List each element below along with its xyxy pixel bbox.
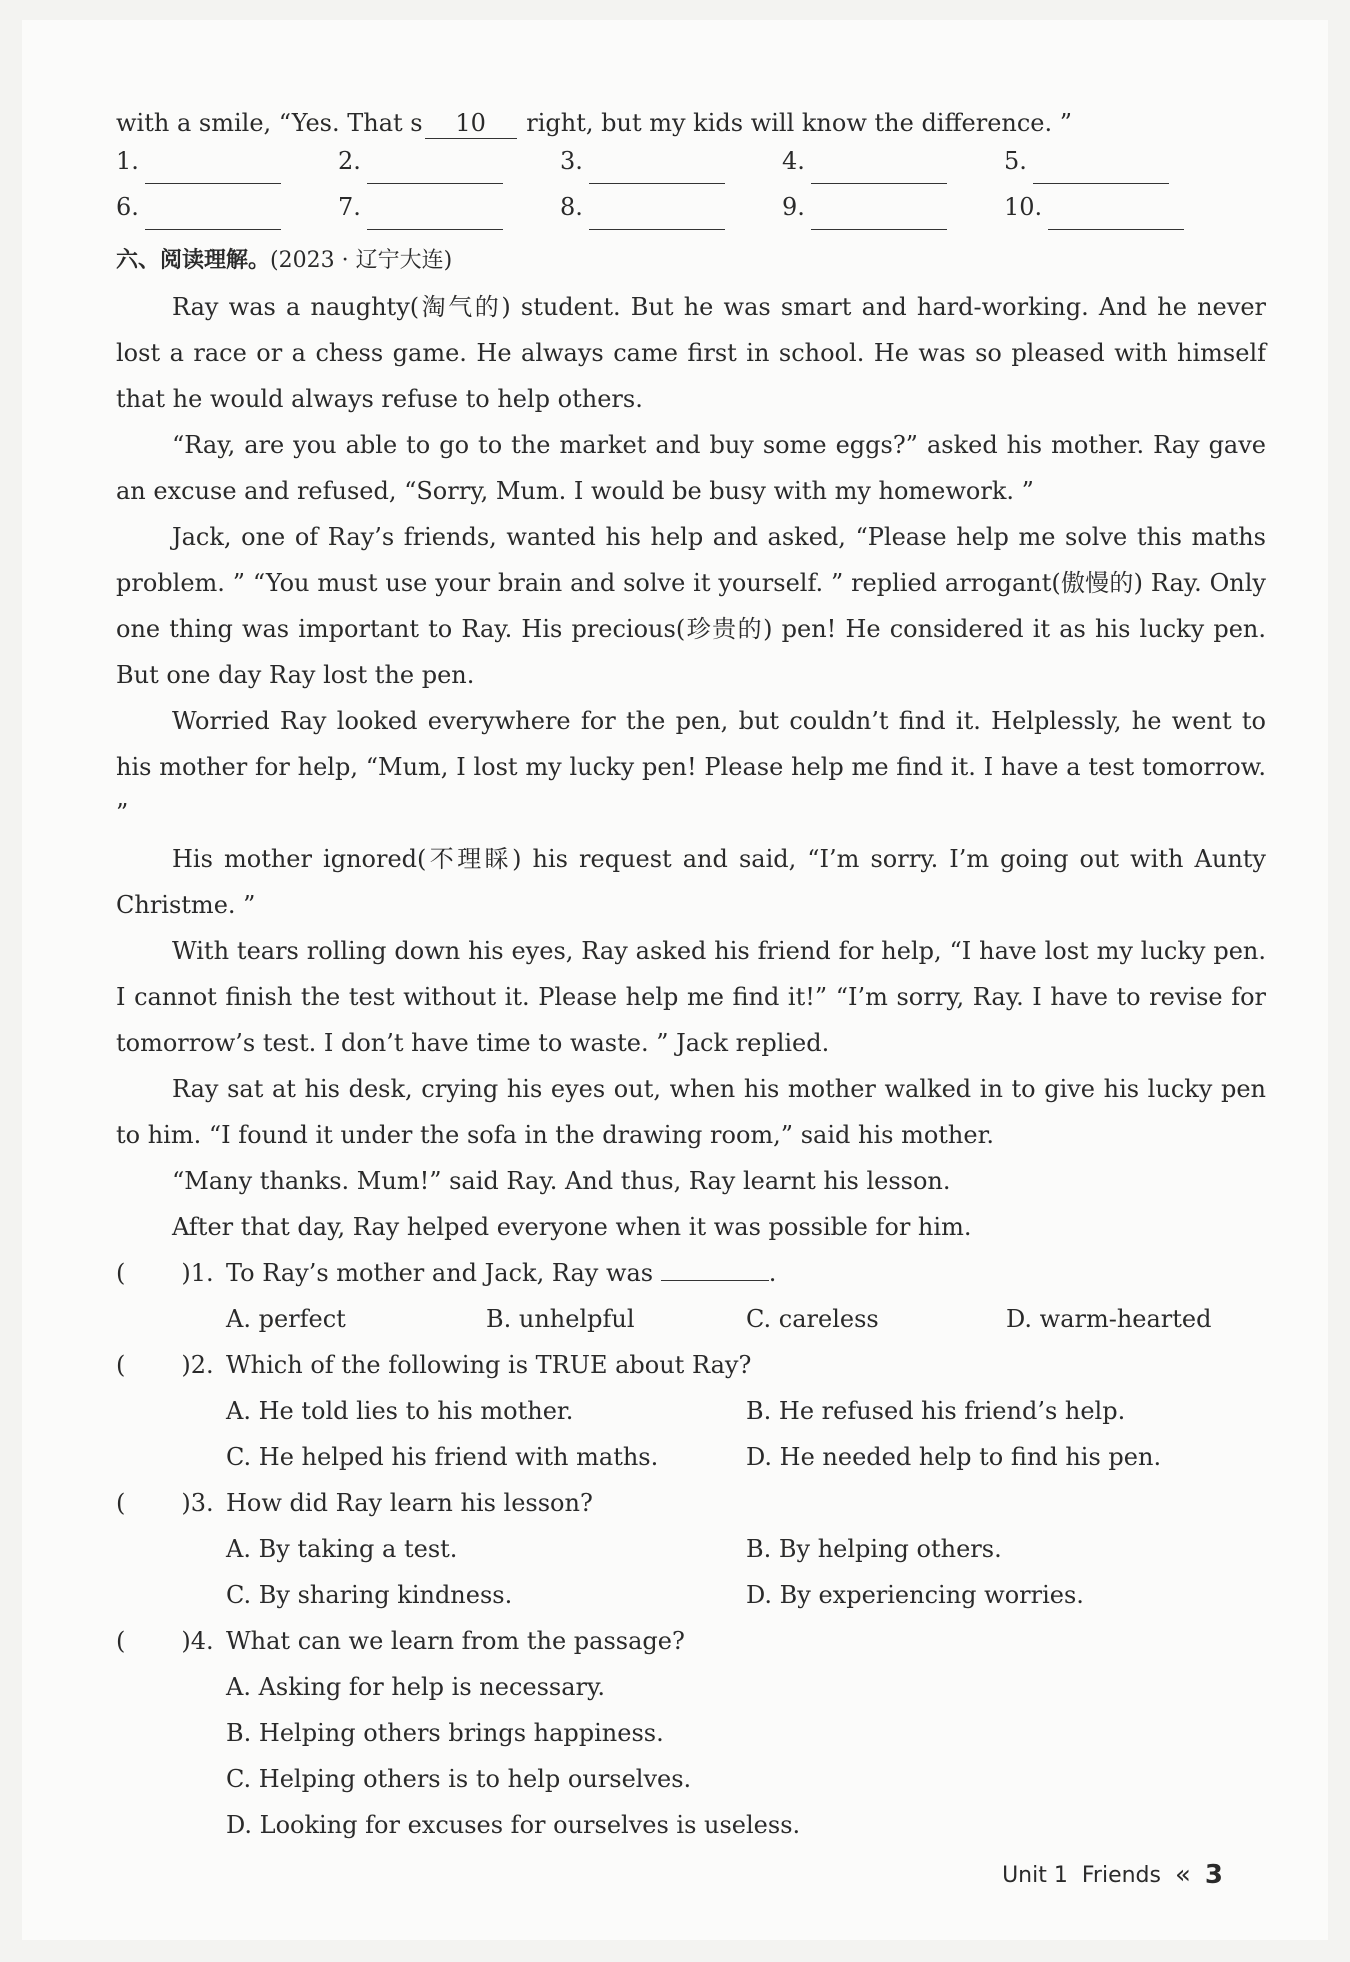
answer-blank[interactable] bbox=[589, 182, 725, 184]
answer-blank[interactable] bbox=[367, 228, 503, 230]
question-stem bbox=[116, 1480, 1266, 1526]
answer-paren[interactable]: ( )3. bbox=[116, 1489, 214, 1517]
passage-paragraph: His mother ignored(不理睬) his request and said, “I’m sorry. I’m going out with Aunty Christme. ” bbox=[116, 845, 1266, 919]
answer-slot[interactable] bbox=[338, 192, 560, 238]
option-a[interactable]: A. By taking a test. bbox=[226, 1535, 458, 1563]
passage-paragraph: “Ray, are you able to go to the market and buy some eggs?” asked his mother. Ray gave an excuse and refused, “Sorry, Mum. I would be busy with my homework. ” bbox=[116, 431, 1266, 505]
answer-blank[interactable] bbox=[811, 228, 947, 230]
answer-number: 4. bbox=[782, 147, 805, 175]
question-1 bbox=[116, 1250, 1266, 1342]
section-source: (2023 · 辽宁大连) bbox=[270, 248, 453, 273]
answer-number: 8. bbox=[560, 193, 583, 221]
page-number: 3 bbox=[1204, 1860, 1223, 1890]
answer-number: 7. bbox=[338, 193, 361, 221]
answer-number: 6. bbox=[116, 193, 139, 221]
option-d[interactable]: D. warm-hearted bbox=[1006, 1305, 1212, 1333]
question-text: To Ray’s mother and Jack, Ray was bbox=[226, 1259, 654, 1287]
passage-paragraph: Ray sat at his desk, crying his eyes out, when his mother walked in to give his lucky pen to him. “I found it under the sofa in the drawing room,” said his mother. bbox=[116, 1075, 1266, 1149]
answer-slot[interactable] bbox=[782, 146, 1004, 192]
passage-paragraph: Ray was a naughty(淘气的) student. But he was smart and hard-working. And he never lost a race or a chess game. He always came first in school. He was so pleased with himself that he would always refuse to help others. bbox=[116, 293, 1266, 413]
answer-slot[interactable] bbox=[116, 192, 338, 238]
answer-slot[interactable] bbox=[116, 146, 338, 192]
footer-unit: Unit 1 bbox=[1002, 1862, 1068, 1888]
top-line-after: right, but my kids will know the difference. ” bbox=[526, 109, 1073, 137]
answer-blank[interactable] bbox=[811, 182, 947, 184]
options-row bbox=[116, 1526, 1266, 1572]
answer-number: 10. bbox=[1004, 193, 1043, 221]
question-stem bbox=[116, 1342, 1266, 1388]
option-b[interactable]: B. Helping others brings happiness. bbox=[226, 1719, 664, 1747]
answer-paren[interactable]: ( )2. bbox=[116, 1351, 214, 1379]
question-3 bbox=[116, 1480, 1266, 1618]
page-sheet bbox=[22, 20, 1328, 1940]
answer-slot[interactable] bbox=[782, 192, 1004, 238]
question-text: How did Ray learn his lesson? bbox=[226, 1489, 593, 1517]
answer-number: 3. bbox=[560, 147, 583, 175]
option-b[interactable]: B. He refused his friend’s help. bbox=[746, 1397, 1126, 1425]
option-c[interactable]: C. He helped his friend with maths. bbox=[226, 1443, 659, 1471]
footer-title: Friends bbox=[1081, 1862, 1161, 1888]
options-row bbox=[116, 1572, 1266, 1618]
passage-paragraph: Jack, one of Ray’s friends, wanted his help and asked, “Please help me solve this maths problem. ” “You must use your brain and solve it yourself. ” replied arrogant(傲慢的) Ray. Only one thing was important to Ray. His precious(珍贵的) pen! He considered it as his lucky pen. But one day Ray lost the pen. bbox=[116, 523, 1266, 689]
answer-slot[interactable] bbox=[560, 146, 782, 192]
answer-paren[interactable]: ( )1. bbox=[116, 1259, 214, 1287]
answer-blank[interactable] bbox=[145, 182, 281, 184]
option-a[interactable]: A. Asking for help is necessary. bbox=[226, 1673, 606, 1701]
question-stem bbox=[116, 1618, 1266, 1664]
answer-blank[interactable] bbox=[145, 228, 281, 230]
option-d[interactable]: D. Looking for excuses for ourselves is useless. bbox=[226, 1811, 801, 1839]
blank-10-filled: 10 bbox=[425, 108, 517, 139]
passage-paragraph: With tears rolling down his eyes, Ray asked his friend for help, “I have lost my lucky pen. I cannot finish the test without it. Please help me find it!” “I’m sorry, Ray. I have to revise for tomorrow’s test. I don’t have time to waste. ” Jack replied. bbox=[116, 937, 1266, 1057]
page-footer bbox=[1002, 1860, 1223, 1890]
answer-number: 1. bbox=[116, 147, 139, 175]
answer-row-1 bbox=[116, 146, 1266, 192]
passage-paragraph: Worried Ray looked everywhere for the pen, but couldn’t find it. Helplessly, he went to his mother for help, “Mum, I lost my lucky pen! Please help me find it. I have a test tomorrow. ” bbox=[116, 707, 1266, 827]
question-2 bbox=[116, 1342, 1266, 1480]
answer-slot[interactable] bbox=[560, 192, 782, 238]
answer-blank[interactable] bbox=[367, 182, 503, 184]
option-d[interactable]: D. He needed help to find his pen. bbox=[746, 1443, 1162, 1471]
answer-slot[interactable] bbox=[1004, 192, 1226, 238]
page-content bbox=[116, 100, 1266, 1848]
section-title bbox=[116, 238, 1266, 284]
top-line bbox=[116, 100, 1266, 146]
question-text: What can we learn from the passage? bbox=[226, 1627, 685, 1655]
question-stem: ( )1. To Ray’s mother and Jack, Ray was . bbox=[116, 1250, 1266, 1296]
options bbox=[116, 1296, 1266, 1342]
answer-blank[interactable] bbox=[1033, 182, 1169, 184]
answer-slot[interactable] bbox=[338, 146, 560, 192]
option-a[interactable]: A. He told lies to his mother. bbox=[226, 1397, 574, 1425]
question-text: Which of the following is TRUE about Ray? bbox=[226, 1351, 752, 1379]
option-b[interactable]: B. By helping others. bbox=[746, 1535, 1002, 1563]
option-c[interactable]: C. By sharing kindness. bbox=[226, 1581, 513, 1609]
options-row bbox=[116, 1388, 1266, 1434]
answer-number: 2. bbox=[338, 147, 361, 175]
chevron-left-double-icon: « bbox=[1174, 1860, 1185, 1890]
answer-blank[interactable] bbox=[589, 228, 725, 230]
top-line-before: with a smile, “Yes. That s bbox=[116, 109, 423, 137]
reading-passage bbox=[116, 284, 1266, 1250]
passage-paragraph: After that day, Ray helped everyone when it was possible for him. bbox=[172, 1213, 972, 1241]
answer-number: 5. bbox=[1004, 147, 1027, 175]
option-d[interactable]: D. By experiencing worries. bbox=[746, 1581, 1084, 1609]
option-a[interactable]: A. perfect bbox=[226, 1305, 346, 1333]
option-c[interactable]: C. careless bbox=[746, 1305, 879, 1333]
answer-number: 9. bbox=[782, 193, 805, 221]
option-c[interactable]: C. Helping others is to help ourselves. bbox=[226, 1765, 692, 1793]
answer-paren[interactable]: ( )4. bbox=[116, 1627, 214, 1655]
answer-row-2 bbox=[116, 192, 1266, 238]
question-4 bbox=[116, 1618, 1266, 1848]
option-b[interactable]: B. unhelpful bbox=[486, 1305, 635, 1333]
answer-blank[interactable] bbox=[1048, 228, 1184, 230]
question-blank bbox=[661, 1280, 769, 1281]
section-title-text: 六、阅读理解。 bbox=[116, 248, 271, 273]
passage-paragraph: “Many thanks. Mum!” said Ray. And thus, Ray learnt his lesson. bbox=[172, 1167, 951, 1195]
options-row bbox=[116, 1434, 1266, 1480]
